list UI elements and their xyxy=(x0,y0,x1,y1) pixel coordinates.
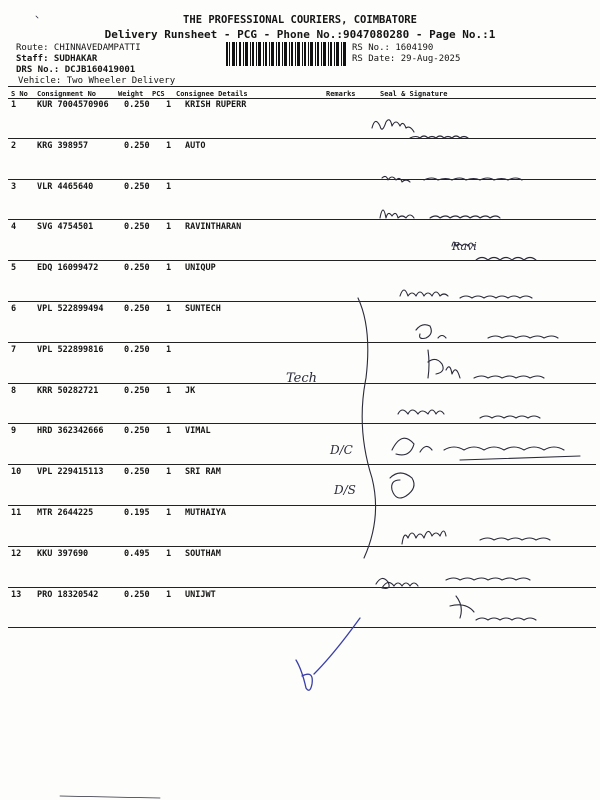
signature-row6 xyxy=(400,290,532,298)
row-pcs: 1 xyxy=(166,589,172,600)
rs-number: RS No.: 1604190 xyxy=(352,43,434,53)
row-consignee: JK xyxy=(185,385,196,396)
row-consignee: SRI RAM xyxy=(185,467,221,478)
row-consignee: VIMAL xyxy=(185,426,211,437)
row-sno: 10 xyxy=(11,467,22,478)
signature-row12 xyxy=(376,578,530,588)
row-sno: 11 xyxy=(11,508,22,518)
staff-label: Staff: SUDHAKAR xyxy=(16,54,98,64)
row-weight: 0.250 xyxy=(124,140,150,151)
col-header-consignee: Consignee Details xyxy=(176,90,248,98)
row-weight: 0.250 xyxy=(124,589,150,600)
signature-row10 xyxy=(390,473,414,498)
row-sno: 3 xyxy=(11,181,17,192)
row-pcs: 1 xyxy=(166,100,172,110)
row-consignment: KKU 397690 xyxy=(37,548,89,559)
row-consignment: SVG 4754501 xyxy=(37,222,94,233)
vehicle-label: Vehicle: Two Wheeler Delivery xyxy=(18,76,176,86)
row-consignment: VPL 229415113 xyxy=(37,467,104,478)
row-pcs: 1 xyxy=(166,344,172,355)
row-pcs: 1 xyxy=(166,467,172,478)
signature-row9-strike xyxy=(392,438,580,460)
signature-row13 xyxy=(450,596,536,620)
row-consignment: HRD 362342666 xyxy=(37,426,104,437)
row-weight: 0.250 xyxy=(124,467,150,478)
signature-row3 xyxy=(380,210,500,218)
signature-row2-3 xyxy=(382,176,522,182)
row-pcs: 1 xyxy=(166,508,172,518)
row-consignment: PRO 18320542 xyxy=(37,589,99,600)
row-sno: 12 xyxy=(11,548,22,559)
row-pcs: 1 xyxy=(166,385,172,396)
remark-row8: Tech xyxy=(286,371,318,386)
row-weight: 0.250 xyxy=(124,344,150,355)
col-header-weight: Weight xyxy=(118,90,144,98)
row-sno: 7 xyxy=(11,344,17,355)
pen-check-mark xyxy=(296,618,360,690)
row-sno: 8 xyxy=(11,385,17,396)
row-sno: 4 xyxy=(11,222,17,233)
row-consignee: RAVINTHARAN xyxy=(185,222,242,233)
row-sno: 2 xyxy=(11,140,17,151)
col-header-consignment: Consignment No xyxy=(37,90,97,98)
row-consignment: VPL 522899816 xyxy=(37,344,104,355)
signature-ravi-text: Ravi xyxy=(452,240,477,253)
row-sno: 1 xyxy=(11,100,17,110)
row-consignee: MUTHAIYA xyxy=(185,508,226,518)
row-consignment: KRG 398957 xyxy=(37,140,89,151)
row-consignment: MTR 2644225 xyxy=(37,508,94,518)
col-header-pcs: PCS xyxy=(152,90,165,98)
drs-number: DRS No.: DCJB160419001 xyxy=(16,65,136,75)
row-sno: 13 xyxy=(11,589,22,600)
col-header-seal: Seal & Signature xyxy=(380,90,448,98)
remark-row10: D/S xyxy=(334,483,356,497)
route-label: Route: CHINNAVEDAMPATTI xyxy=(16,43,141,53)
row-pcs: 1 xyxy=(166,426,172,437)
row-pcs: 1 xyxy=(166,222,172,233)
row-pcs: 1 xyxy=(166,140,172,151)
row-weight: 0.250 xyxy=(124,385,150,396)
row-consignee: AUTO xyxy=(185,140,206,151)
row-pcs: 1 xyxy=(166,181,172,192)
row-weight: 0.250 xyxy=(124,100,150,110)
company-title: THE PROFESSIONAL COURIERS, COIMBATORE xyxy=(183,14,417,26)
signature-row7 xyxy=(416,325,558,339)
row-weight: 0.250 xyxy=(124,222,150,233)
row-sno: 5 xyxy=(11,263,17,274)
row-pcs: 1 xyxy=(166,548,172,559)
remark-row9: D/C xyxy=(330,443,353,457)
row-weight: 0.250 xyxy=(124,263,150,274)
row-consignment: VPL 522899494 xyxy=(37,304,104,314)
row-weight: 0.250 xyxy=(124,426,150,437)
row-consignment: EDQ 16099472 xyxy=(37,263,99,274)
signature-row8 xyxy=(428,350,544,378)
stray-mark xyxy=(60,796,160,798)
col-header-sno: S No xyxy=(11,90,28,98)
row-weight: 0.250 xyxy=(124,304,150,314)
signature-row9 xyxy=(398,410,540,418)
stray-mark-2 xyxy=(36,16,38,18)
signature-row11 xyxy=(402,531,550,544)
row-pcs: 1 xyxy=(166,304,172,314)
row-consignee: SOUTHAM xyxy=(185,548,221,559)
row-sno: 6 xyxy=(11,304,17,314)
runsheet-subtitle: Delivery Runsheet - PCG - Phone No.:9047080280 - Page No.:1 xyxy=(104,28,496,41)
row-consignee: SUNTECH xyxy=(185,304,221,314)
row-pcs: 1 xyxy=(166,263,172,274)
bracket-curve xyxy=(358,298,376,558)
signature-row1 xyxy=(372,120,468,138)
row-consignment: VLR 4465640 xyxy=(37,181,94,192)
row-consignee: KRISH RUPERR xyxy=(185,100,247,110)
rs-date: RS Date: 29-Aug-2025 xyxy=(352,54,461,64)
row-consignee: UNIQUP xyxy=(185,263,216,274)
row-sno: 9 xyxy=(11,426,17,437)
row-weight: 0.250 xyxy=(124,181,150,192)
row-weight: 0.195 xyxy=(124,508,150,518)
row-consignment: KUR 7004570906 xyxy=(37,100,109,110)
col-header-remarks: Remarks xyxy=(326,90,356,98)
row-weight: 0.495 xyxy=(124,548,150,559)
row-consignment: KRR 50282721 xyxy=(37,385,99,396)
row-consignee: UNIJWT xyxy=(185,589,216,600)
